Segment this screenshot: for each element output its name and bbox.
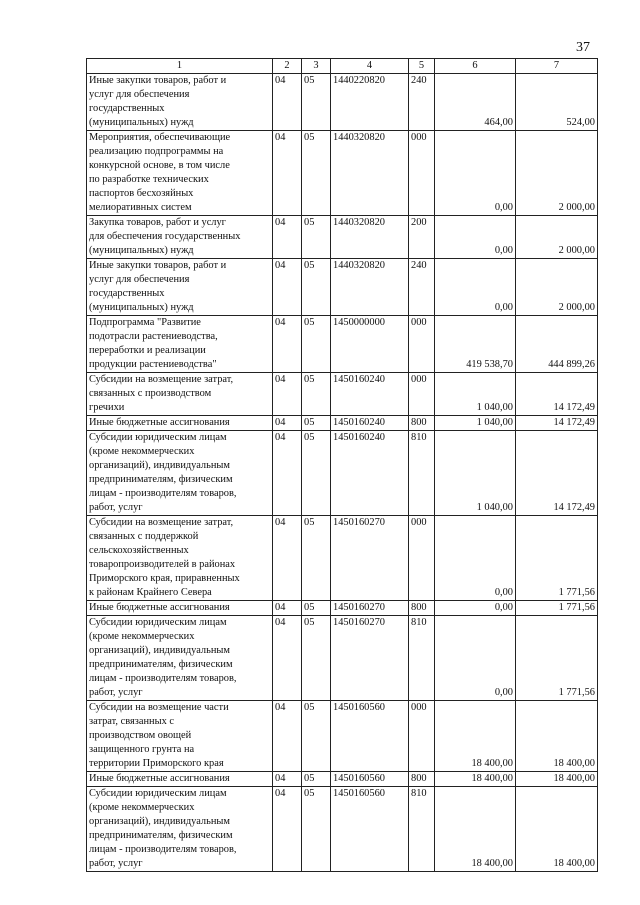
cell-amount-col7: 2 000,00 [516, 216, 598, 259]
cell-section: 04 [273, 516, 302, 601]
cell-amount-col7: 14 172,49 [516, 373, 598, 416]
cell-amount-col6: 0,00 [435, 601, 516, 616]
cell-amount-col7: 2 000,00 [516, 131, 598, 216]
column-header: 4 [331, 59, 409, 74]
cell-amount-col6: 0,00 [435, 616, 516, 701]
cell-section: 04 [273, 74, 302, 131]
cell-subsection: 05 [302, 772, 331, 787]
cell-amount-col7: 14 172,49 [516, 431, 598, 516]
cell-target-article: 1450000000 [331, 316, 409, 373]
cell-target-article: 1450160240 [331, 431, 409, 516]
table-row [87, 316, 598, 373]
table-row [87, 601, 598, 616]
cell-name: Субсидии юридическим лицам (кроме некоммерческих организаций), индивидуальным предпринимателям, физическим лицам - производителям товаров, работ, услуг [87, 431, 273, 516]
cell-expense-type: 800 [409, 772, 435, 787]
cell-amount-col6: 1 040,00 [435, 416, 516, 431]
cell-target-article: 1450160270 [331, 601, 409, 616]
cell-target-article: 1440320820 [331, 259, 409, 316]
page-number: 37 [576, 40, 590, 55]
cell-name: Иные бюджетные ассигнования [87, 601, 273, 616]
cell-target-article: 1440320820 [331, 216, 409, 259]
cell-amount-col7: 18 400,00 [516, 787, 598, 872]
column-header: 3 [302, 59, 331, 74]
cell-name: Иные бюджетные ассигнования [87, 416, 273, 431]
cell-amount-col7: 2 000,00 [516, 259, 598, 316]
cell-name: Субсидии юридическим лицам (кроме некоммерческих организаций), индивидуальным предпринимателям, физическим лицам - производителям товаров, работ, услуг [87, 787, 273, 872]
cell-subsection: 05 [302, 616, 331, 701]
cell-target-article: 1450160560 [331, 772, 409, 787]
cell-target-article: 1450160240 [331, 373, 409, 416]
cell-target-article: 1450160270 [331, 616, 409, 701]
cell-amount-col6: 0,00 [435, 131, 516, 216]
cell-amount-col7: 14 172,49 [516, 416, 598, 431]
table-row [87, 373, 598, 416]
cell-amount-col7: 18 400,00 [516, 772, 598, 787]
cell-section: 04 [273, 616, 302, 701]
cell-target-article: 1440320820 [331, 131, 409, 216]
table-row [87, 216, 598, 259]
table-row [87, 616, 598, 701]
cell-section: 04 [273, 772, 302, 787]
cell-name: Подпрограмма "Развитие подотрасли растениеводства, переработки и реализации продукции растениеводства" [87, 316, 273, 373]
cell-target-article: 1450160240 [331, 416, 409, 431]
cell-subsection: 05 [302, 516, 331, 601]
cell-amount-col6: 18 400,00 [435, 772, 516, 787]
cell-section: 04 [273, 259, 302, 316]
cell-name: Иные бюджетные ассигнования [87, 772, 273, 787]
table-header-row [87, 59, 598, 74]
cell-amount-col7: 1 771,56 [516, 516, 598, 601]
cell-subsection: 05 [302, 316, 331, 373]
cell-subsection: 05 [302, 131, 331, 216]
cell-subsection: 05 [302, 74, 331, 131]
cell-section: 04 [273, 316, 302, 373]
cell-subsection: 05 [302, 216, 331, 259]
cell-name: Закупка товаров, работ и услуг для обеспечения государственных (муниципальных) нужд [87, 216, 273, 259]
cell-name: Иные закупки товаров, работ и услуг для обеспечения государственных (муниципальных) нужд [87, 259, 273, 316]
cell-subsection: 05 [302, 701, 331, 772]
cell-subsection: 05 [302, 431, 331, 516]
budget-table [86, 58, 598, 872]
cell-amount-col6: 18 400,00 [435, 787, 516, 872]
cell-amount-col7: 1 771,56 [516, 601, 598, 616]
cell-target-article: 1440220820 [331, 74, 409, 131]
table-row [87, 701, 598, 772]
cell-amount-col6: 0,00 [435, 259, 516, 316]
table-row [87, 787, 598, 872]
cell-expense-type: 000 [409, 373, 435, 416]
cell-name: Субсидии на возмещение затрат, связанных с поддержкой сельскохозяйственных товаропроизводителей в районах Приморского края, приравненных к районам Крайнего Севера [87, 516, 273, 601]
column-header: 1 [87, 59, 273, 74]
cell-section: 04 [273, 216, 302, 259]
cell-expense-type: 240 [409, 259, 435, 316]
cell-expense-type: 000 [409, 131, 435, 216]
cell-name: Субсидии юридическим лицам (кроме некоммерческих организаций), индивидуальным предпринимателям, физическим лицам - производителям товаров, работ, услуг [87, 616, 273, 701]
cell-expense-type: 810 [409, 787, 435, 872]
cell-target-article: 1450160270 [331, 516, 409, 601]
cell-expense-type: 000 [409, 701, 435, 772]
cell-section: 04 [273, 601, 302, 616]
cell-expense-type: 000 [409, 516, 435, 601]
cell-amount-col6: 0,00 [435, 216, 516, 259]
cell-expense-type: 810 [409, 431, 435, 516]
cell-section: 04 [273, 787, 302, 872]
table-row [87, 131, 598, 216]
column-header: 6 [435, 59, 516, 74]
cell-section: 04 [273, 431, 302, 516]
table-row [87, 516, 598, 601]
cell-amount-col6: 1 040,00 [435, 431, 516, 516]
cell-section: 04 [273, 131, 302, 216]
table-row [87, 431, 598, 516]
table-row [87, 259, 598, 316]
cell-amount-col6: 419 538,70 [435, 316, 516, 373]
cell-amount-col6: 0,00 [435, 516, 516, 601]
cell-expense-type: 200 [409, 216, 435, 259]
cell-expense-type: 000 [409, 316, 435, 373]
cell-amount-col7: 1 771,56 [516, 616, 598, 701]
cell-name: Мероприятия, обеспечивающие реализацию подпрограммы на конкурсной основе, в том числе по разработке технических паспортов бесхозяйных мелиоративных систем [87, 131, 273, 216]
cell-expense-type: 240 [409, 74, 435, 131]
column-header: 7 [516, 59, 598, 74]
table-row [87, 74, 598, 131]
cell-section: 04 [273, 701, 302, 772]
cell-target-article: 1450160560 [331, 787, 409, 872]
cell-amount-col7: 18 400,00 [516, 701, 598, 772]
cell-subsection: 05 [302, 601, 331, 616]
cell-amount-col6: 1 040,00 [435, 373, 516, 416]
cell-subsection: 05 [302, 787, 331, 872]
cell-subsection: 05 [302, 259, 331, 316]
table-row [87, 416, 598, 431]
cell-expense-type: 800 [409, 601, 435, 616]
cell-section: 04 [273, 416, 302, 431]
cell-section: 04 [273, 373, 302, 416]
cell-name: Субсидии на возмещение затрат, связанных с производством гречихи [87, 373, 273, 416]
column-header: 2 [273, 59, 302, 74]
column-header: 5 [409, 59, 435, 74]
cell-expense-type: 810 [409, 616, 435, 701]
table-row [87, 772, 598, 787]
cell-amount-col6: 18 400,00 [435, 701, 516, 772]
cell-target-article: 1450160560 [331, 701, 409, 772]
cell-amount-col6: 464,00 [435, 74, 516, 131]
cell-subsection: 05 [302, 416, 331, 431]
cell-subsection: 05 [302, 373, 331, 416]
cell-amount-col7: 524,00 [516, 74, 598, 131]
cell-amount-col7: 444 899,26 [516, 316, 598, 373]
cell-name: Субсидии на возмещение части затрат, связанных с производством овощей защищенного грунта на территории Приморского края [87, 701, 273, 772]
cell-name: Иные закупки товаров, работ и услуг для обеспечения государственных (муниципальных) нужд [87, 74, 273, 131]
cell-expense-type: 800 [409, 416, 435, 431]
